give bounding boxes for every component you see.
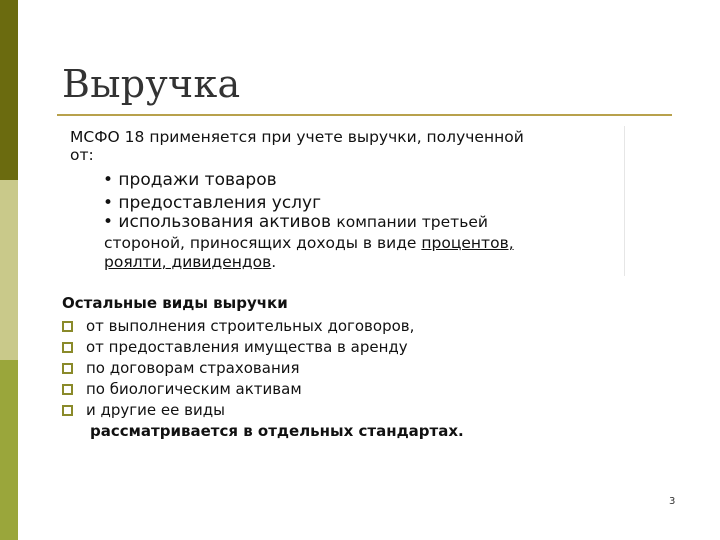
other-revenue-heading: Остальные виды выручки: [62, 294, 288, 312]
link-percent[interactable]: процентов,: [421, 234, 514, 252]
list-item-text: от предоставления имущества в аренду: [86, 338, 408, 356]
list-item-text: и другие ее виды: [86, 401, 225, 419]
list-item-text: по биологическим активам: [86, 380, 302, 398]
left-strip-middle: [0, 180, 18, 360]
intro-text: [70, 128, 620, 164]
square-bullet-icon: [62, 321, 73, 332]
left-strip-top: [0, 0, 18, 180]
bullet-item: • предоставления услуг: [103, 193, 322, 213]
list-item: [62, 401, 225, 419]
slide-title: Выручка: [62, 62, 241, 106]
bullet-item-text: • использования активов: [103, 212, 331, 232]
list-item: [62, 359, 300, 377]
intro-line-1: МСФО 18 применяется при учете выручки, полученной: [70, 128, 524, 146]
closing-statement: рассматривается в отдельных стандартах.: [90, 422, 464, 440]
square-bullet-icon: [62, 342, 73, 353]
list-item-text: по договорам страхования: [86, 359, 300, 377]
bullet-continuation-line: [104, 234, 514, 252]
link-royalty-dividends[interactable]: роялти, дивидендов: [104, 253, 272, 271]
square-bullet-icon: [62, 363, 73, 374]
list-item: [62, 317, 414, 335]
list-item: [62, 380, 302, 398]
list-item: [62, 338, 408, 356]
list-item-text: от выполнения строительных договоров,: [86, 317, 415, 335]
continuation-text: стороной, приносящих доходы в виде: [104, 234, 422, 252]
square-bullet-icon: [62, 405, 73, 416]
title-underline: [57, 114, 672, 116]
continuation-end: .: [271, 253, 277, 271]
left-strip-bottom: [0, 360, 18, 540]
bullet-item: • продажи товаров: [103, 170, 277, 190]
bullet-continuation-line: [104, 253, 276, 271]
bullet-item-tail: компании третьей: [336, 213, 488, 231]
page-number: 3: [669, 496, 676, 507]
square-bullet-icon: [62, 384, 73, 395]
intro-line-2: от:: [70, 146, 94, 164]
bullet-item: [103, 212, 488, 232]
